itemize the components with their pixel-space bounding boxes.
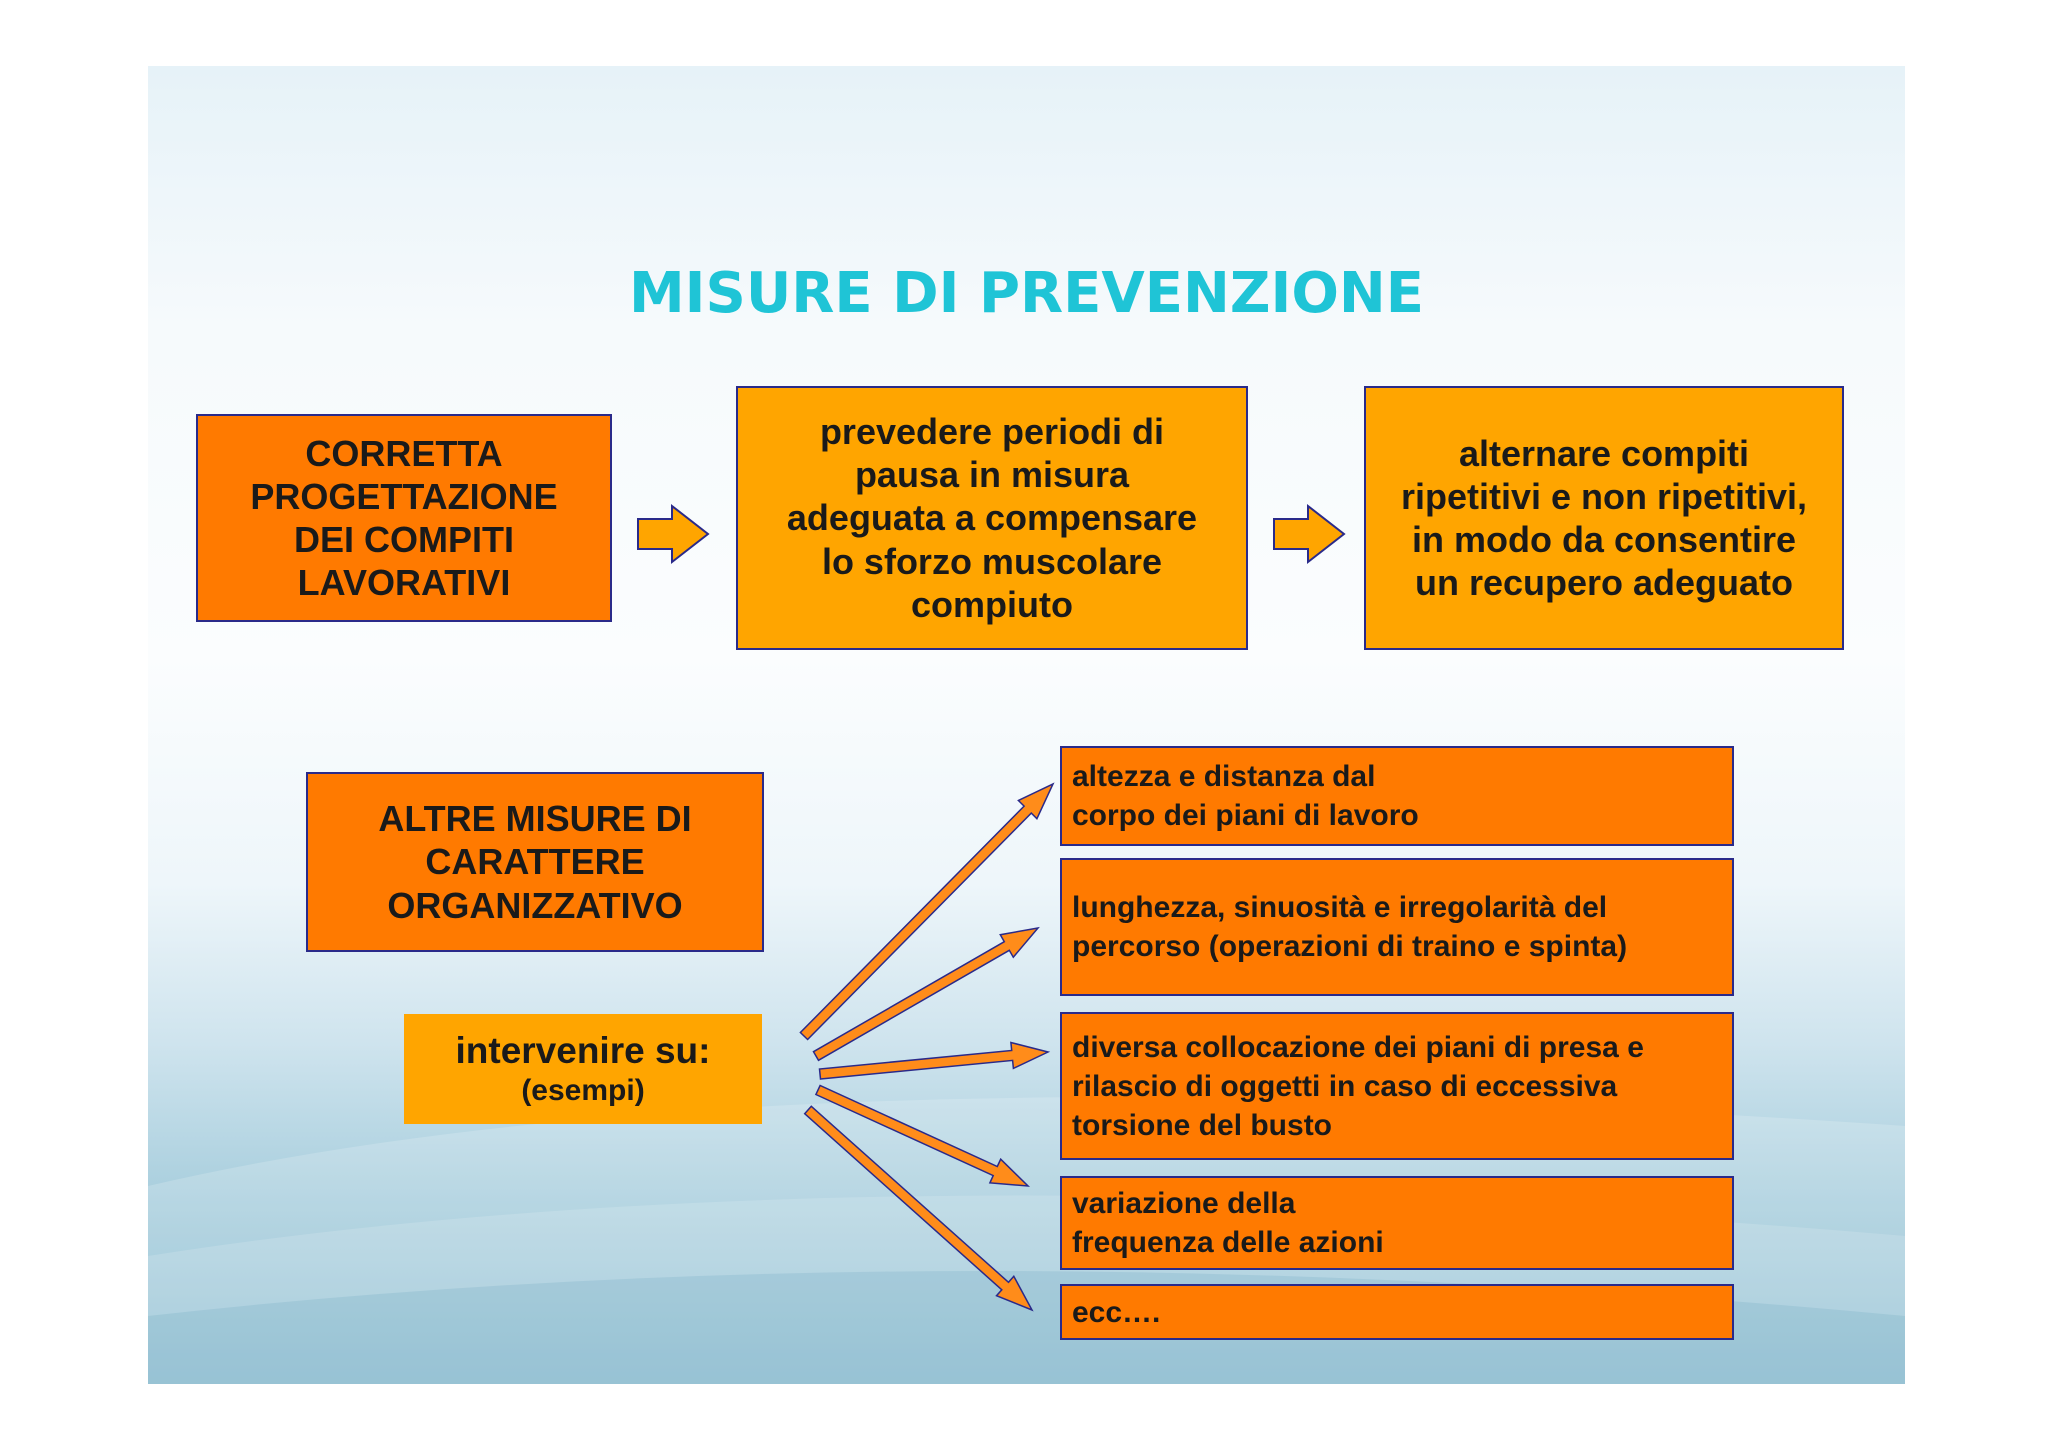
example-item-altezza: altezza e distanza dal corpo dei piani di lavoro [1060,746,1734,846]
intervene-label: intervenire su: [455,1029,711,1071]
box-altre-misure: ALTRE MISURE DI CARATTERE ORGANIZZATIVO [306,772,764,952]
block-arrow-right-2 [1274,506,1344,562]
fan-arrow-collocazione [820,1043,1049,1080]
example-item-collocazione: diversa collocazione dei piani di presa e rilascio di oggetti in caso di eccessiva torsione del busto [1060,1012,1734,1160]
slide [148,66,1905,1384]
fan-arrow-altezza [800,784,1053,1040]
example-item-ecc: ecc…. [1060,1284,1734,1340]
intervene-sublabel: (esempi) [521,1074,645,1108]
fan-arrow-frequenza [816,1086,1028,1187]
fan-arrows [800,784,1053,1310]
slide-title: MISURE DI PREVENZIONE [628,261,1425,326]
box-alternare-compiti: alternare compiti ripetitivi e non ripetitivi, in modo da consentire un recupero adeguato [1364,386,1844,650]
arrows-layer [148,66,1905,1384]
box-corretta-progettazione: CORRETTA PROGETTAZIONE DEI COMPITI LAVORATIVI [196,414,612,622]
block-arrow-right-1 [638,506,708,562]
box-periodi-di-pausa: prevedere periodi di pausa in misura adeguata a compensare lo sforzo muscolare compiuto [736,386,1248,650]
example-item-lunghezza: lunghezza, sinuosità e irregolarità del percorso (operazioni di traino e spinta) [1060,858,1734,996]
example-item-frequenza: variazione della frequenza delle azioni [1060,1176,1734,1270]
